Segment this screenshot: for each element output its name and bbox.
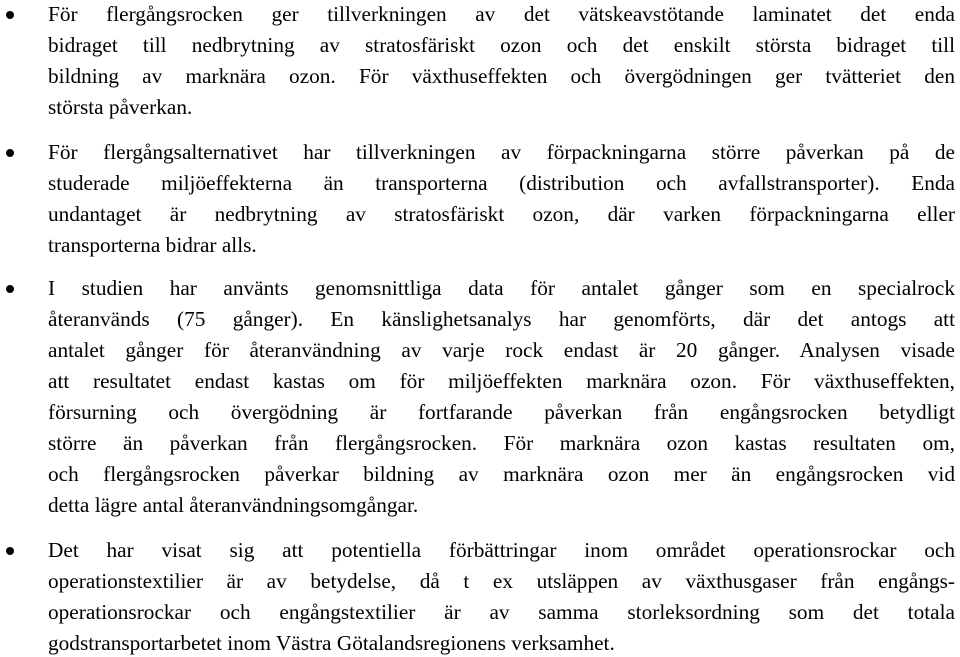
bullet-dot-icon [6, 285, 14, 293]
text-line: återanvänds (75 gånger). En känslighetsanalys har genomförts, där det antogs att [48, 307, 955, 331]
text-line: I studien har använts genomsnittliga data för antalet gånger som en specialrock [48, 276, 955, 300]
text-line: största påverkan. [48, 95, 193, 119]
text-line: godstransportarbetet inom Västra Götalandsregionens verksamhet. [48, 631, 615, 655]
bullet-dot-icon [6, 11, 14, 19]
bullet-dot-icon [6, 547, 14, 555]
text-line: undantaget är nedbrytning av stratosfäriskt ozon, där varken förpackningarna eller [48, 202, 955, 226]
text-line: försurning och övergödning är fortfarande påverkan från engångsrocken betydligt [48, 400, 955, 424]
text-line: transporterna bidrar alls. [48, 233, 257, 257]
text-line: operationstextilier är av betydelse, då t ex utsläppen av växthusgaser från engångs- [48, 569, 955, 593]
text-line: antalet gånger för återanvändning av varje rock endast är 20 gånger. Analysen visade [48, 338, 955, 362]
text-line: större än påverkan från flergångsrocken. För marknära ozon kastas resultaten om, [48, 431, 955, 455]
bullet-dot-icon [6, 149, 14, 157]
text-line: bildning av marknära ozon. För växthuseffekten och övergödningen ger tvätteriet den [48, 64, 955, 88]
text-line: studerade miljöeffekterna än transporterna (distribution och avfallstransporter). Enda [48, 171, 955, 195]
text-line: För flergångsalternativet har tillverkningen av förpackningarna större påverkan på de [48, 140, 955, 164]
text-line: detta lägre antal återanvändningsomgångar. [48, 493, 419, 517]
text-line: bidraget till nedbrytning av stratosfäriskt ozon och det enskilt största bidraget till [48, 33, 955, 57]
text-line: För flergångsrocken ger tillverkningen av det vätskeavstötande laminatet det enda [48, 2, 955, 26]
text-line: operationsrockar och engångstextilier är av samma storleksordning som det totala [48, 600, 955, 624]
text-line: Det har visat sig att potentiella förbättringar inom området operationsrockar och [48, 538, 955, 562]
text-line: och flergångsrocken påverkar bildning av marknära ozon mer än engångsrocken vid [48, 462, 955, 486]
text-line: att resultatet endast kastas om för miljöeffekten marknära ozon. För växthuseffekten, [48, 369, 955, 393]
